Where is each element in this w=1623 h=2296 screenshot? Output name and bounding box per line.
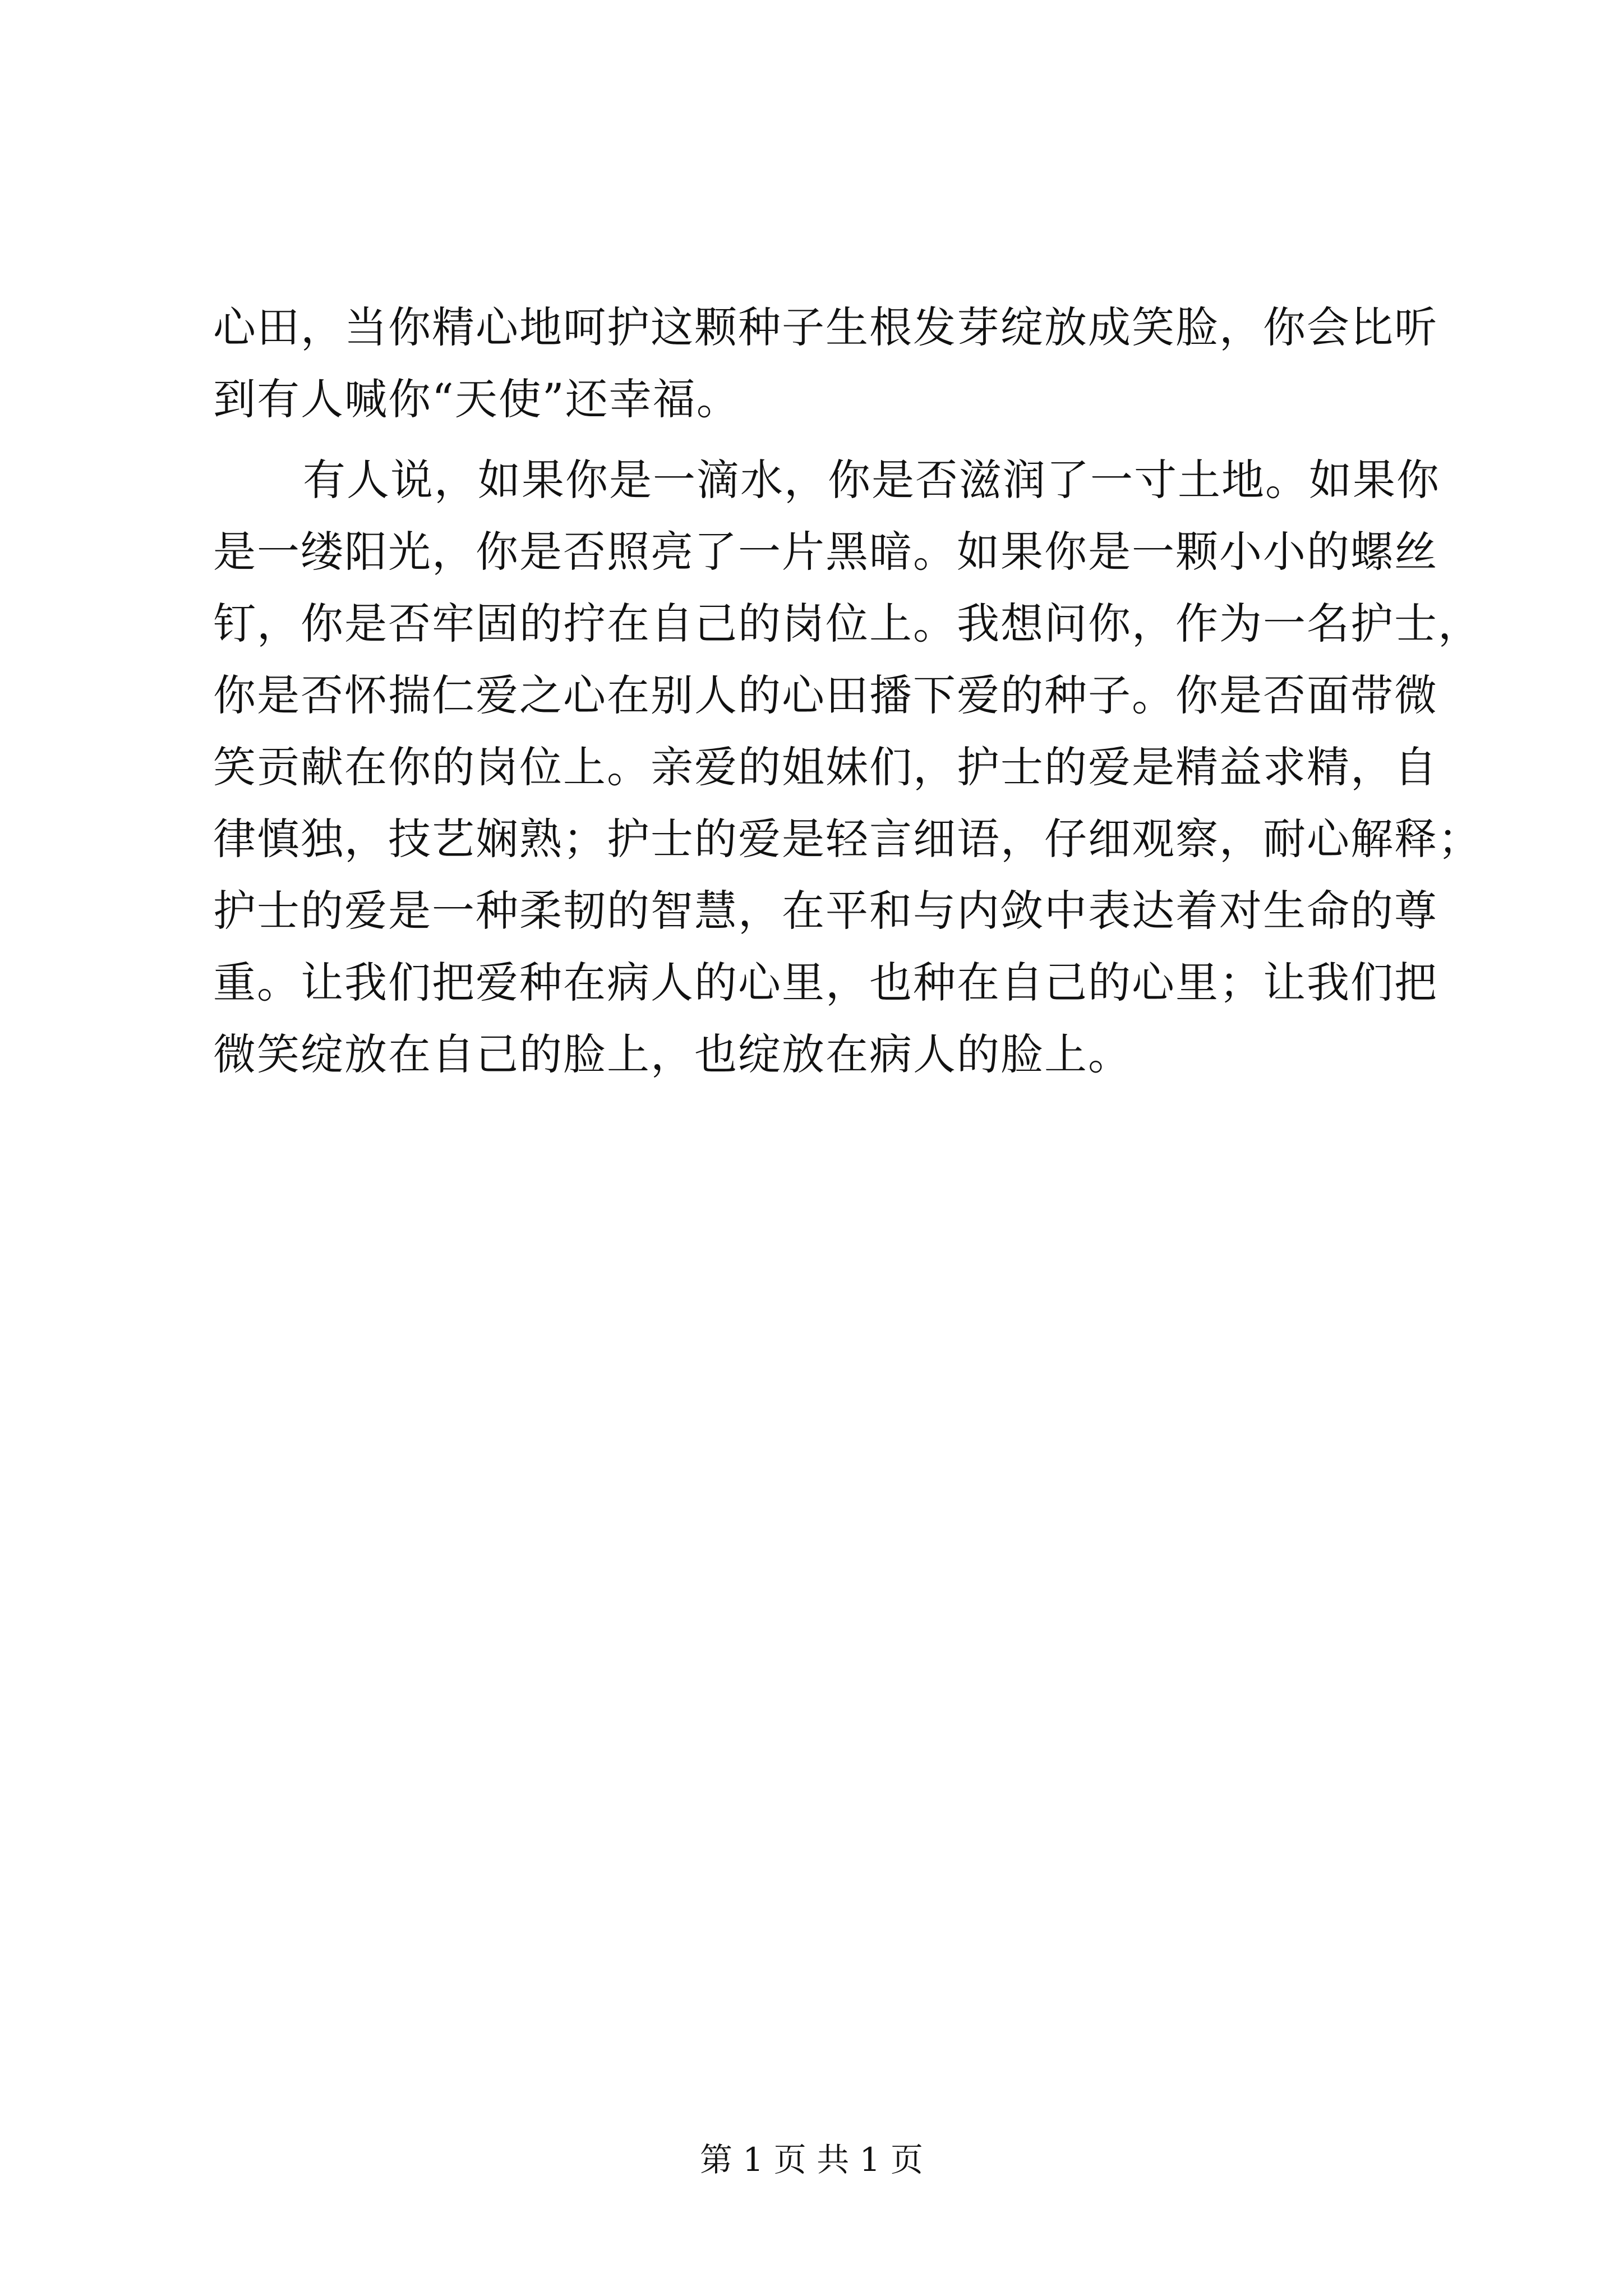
page-number: 第 1 页 共 1 页 xyxy=(700,2141,923,2179)
text-line: 律慎独，技艺娴熟；护士的爱是轻言细语，仔细观察，耐心解释； xyxy=(213,814,1482,864)
text-line: 你是否怀揣仁爱之心在别人的心田播下爱的种子。你是否面带微 xyxy=(213,670,1438,720)
text-line: 心田，当你精心地呵护这颗种子生根发芽绽放成笑脸，你会比听 xyxy=(213,302,1438,352)
page-footer xyxy=(0,2140,1623,2179)
text-line: 笑贡献在你的岗位上。亲爱的姐妹们，护士的爱是精益求精，自 xyxy=(213,742,1438,792)
text-line: 到有人喊你“天使”还幸福。 xyxy=(213,374,740,424)
text-line: 钉，你是否牢固的拧在自己的岗位上。我想问你，作为一名护士， xyxy=(213,599,1482,648)
text-line: 微笑绽放在自己的脸上，也绽放在病人的脸上。 xyxy=(213,1029,1132,1079)
text-line: 护士的爱是一种柔韧的智慧，在平和与内敛中表达着对生命的尊 xyxy=(213,886,1438,936)
document-body xyxy=(213,292,1482,1091)
text-line: 重。让我们把爱种在病人的心里，也种在自己的心里；让我们把 xyxy=(213,958,1438,1007)
text-line: 有人说，如果你是一滴水，你是否滋润了一寸土地。如果你 xyxy=(303,455,1440,505)
paragraph xyxy=(213,444,1482,1091)
paragraph xyxy=(213,292,1438,435)
text-line: 是一缕阳光，你是否照亮了一片黑暗。如果你是一颗小小的螺丝 xyxy=(213,527,1438,577)
